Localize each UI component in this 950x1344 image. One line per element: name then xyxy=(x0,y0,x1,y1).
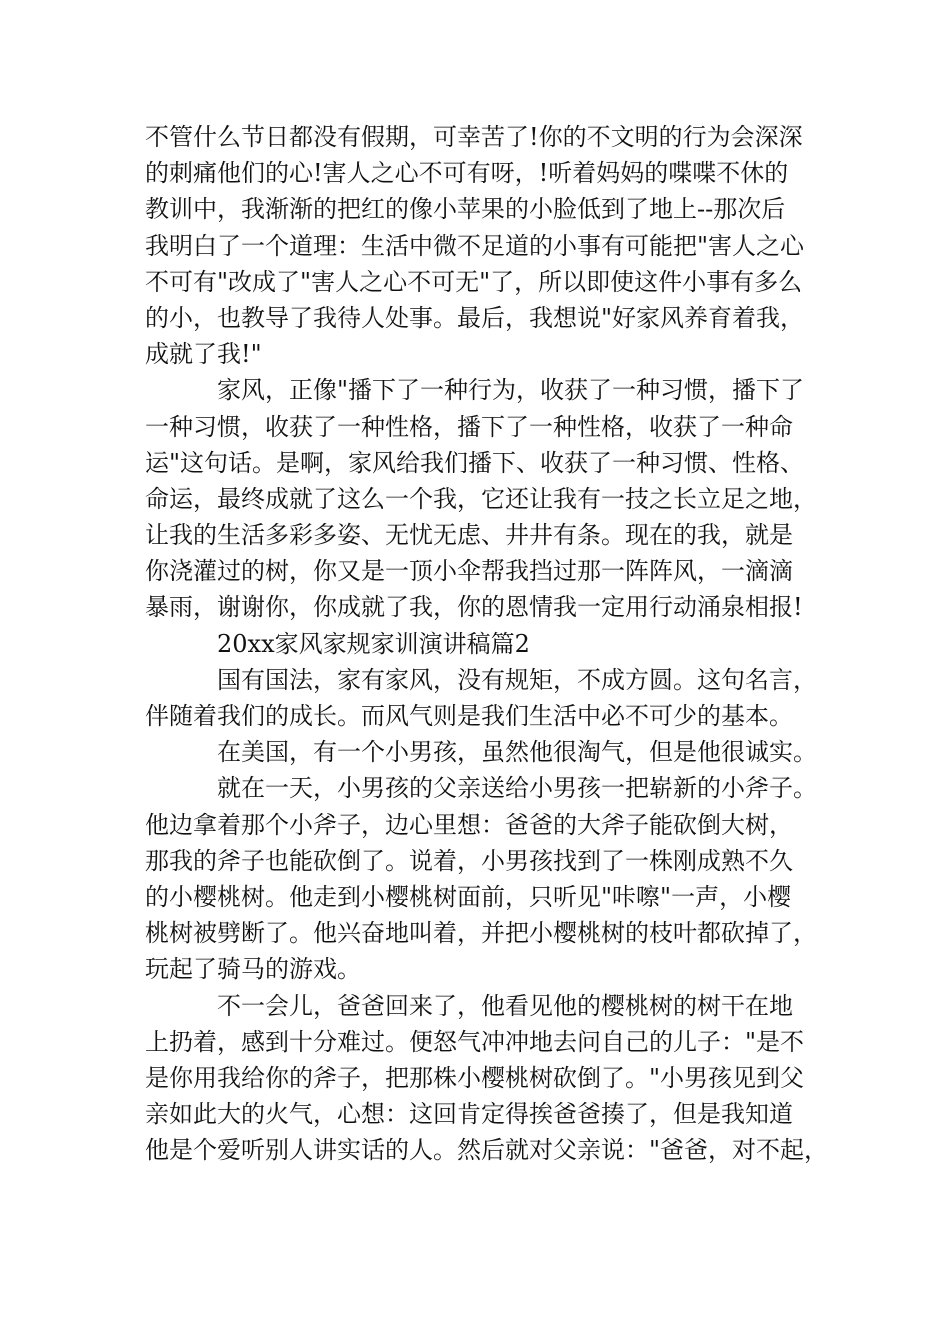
text-line: 他是个爱听别人讲实话的人。然后就对父亲说："爸爸，对不起， xyxy=(145,1136,829,1165)
paragraph-start-line: 家风，正像"播下了一种行为，收获了一种习惯，播下了 xyxy=(217,376,805,405)
text-line: 上扔着，感到十分难过。便怒气冲冲地去问自己的儿子："是不 xyxy=(145,1027,805,1056)
text-line: 玩起了骑马的游戏。 xyxy=(145,955,361,984)
text-line: 你浇灌过的树，你又是一顶小伞帮我挡过那一阵阵风，一滴滴 xyxy=(145,557,793,586)
text-line: 的小，也教导了我待人处事。最后，我想说"好家风养育着我， xyxy=(145,303,805,332)
text-line: 那我的斧子也能砍倒了。说着，小男孩找到了一株刚成熟不久 xyxy=(145,846,793,875)
text-line: 桃树被劈断了。他兴奋地叫着，并把小樱桃树的枝叶都砍掉了， xyxy=(145,919,817,948)
text-line: 成就了我!" xyxy=(145,340,262,369)
text-line: 一种习惯，收获了一种性格，播下了一种性格，收获了一种命 xyxy=(145,412,793,441)
document-body xyxy=(145,119,829,1168)
paragraph-start-line: 国有国法，家有家风，没有规矩，不成方圆。这句名言， xyxy=(217,665,817,694)
section-heading: 20xx家风家规家训演讲稿篇2 xyxy=(217,629,530,658)
text-line: 运"这句话。是啊，家风给我们播下、收获了一种习惯、性格、 xyxy=(145,448,805,477)
text-line: 不管什么节日都没有假期，可幸苦了!你的不文明的行为会深深 xyxy=(145,123,803,151)
text-line: 的刺痛他们的心!害人之心不可有呀，!听着妈妈的喋喋不休的 xyxy=(145,159,789,188)
text-line: 伴随着我们的成长。而风气则是我们生活中必不可少的基本。 xyxy=(145,702,793,730)
text-line: 命运，最终成就了这么一个我，它还让我有一技之长立足之地， xyxy=(145,484,817,513)
text-line: 亲如此大的火气，心想：这回肯定得挨爸爸揍了，但是我知道 xyxy=(145,1100,793,1129)
text-line: 是你用我给你的斧子，把那株小樱桃树砍倒了。"小男孩见到父 xyxy=(145,1063,805,1092)
paragraph-start-line: 就在一天，小男孩的父亲送给小男孩一把崭新的小斧子。 xyxy=(217,774,817,803)
paragraph-start-line: 在美国，有一个小男孩，虽然他很淘气，但是他很诚实。 xyxy=(217,738,817,767)
text-line: 暴雨，谢谢你，你成就了我，你的恩情我一定用行动涌泉相报! xyxy=(145,593,803,622)
text-line: 我明白了一个道理：生活中微不足道的小事有可能把"害人之心 xyxy=(145,231,805,260)
text-line: 他边拿着那个小斧子，边心里想：爸爸的大斧子能砍倒大树， xyxy=(145,810,793,839)
text-line: 不可有"改成了"害人之心不可无"了，所以即使这件小事有多么 xyxy=(145,267,803,296)
text-line: 教训中，我渐渐的把红的像小苹果的小脸低到了地上--那次后 xyxy=(145,195,786,224)
paragraph-start-line: 不一会儿，爸爸回来了，他看见他的樱桃树的树干在地 xyxy=(217,991,793,1020)
text-line: 让我的生活多彩多姿、无忧无虑、井井有条。现在的我，就是 xyxy=(145,521,793,550)
text-line: 的小樱桃树。他走到小樱桃树面前，只听见"咔嚓"一声，小樱 xyxy=(145,882,792,911)
